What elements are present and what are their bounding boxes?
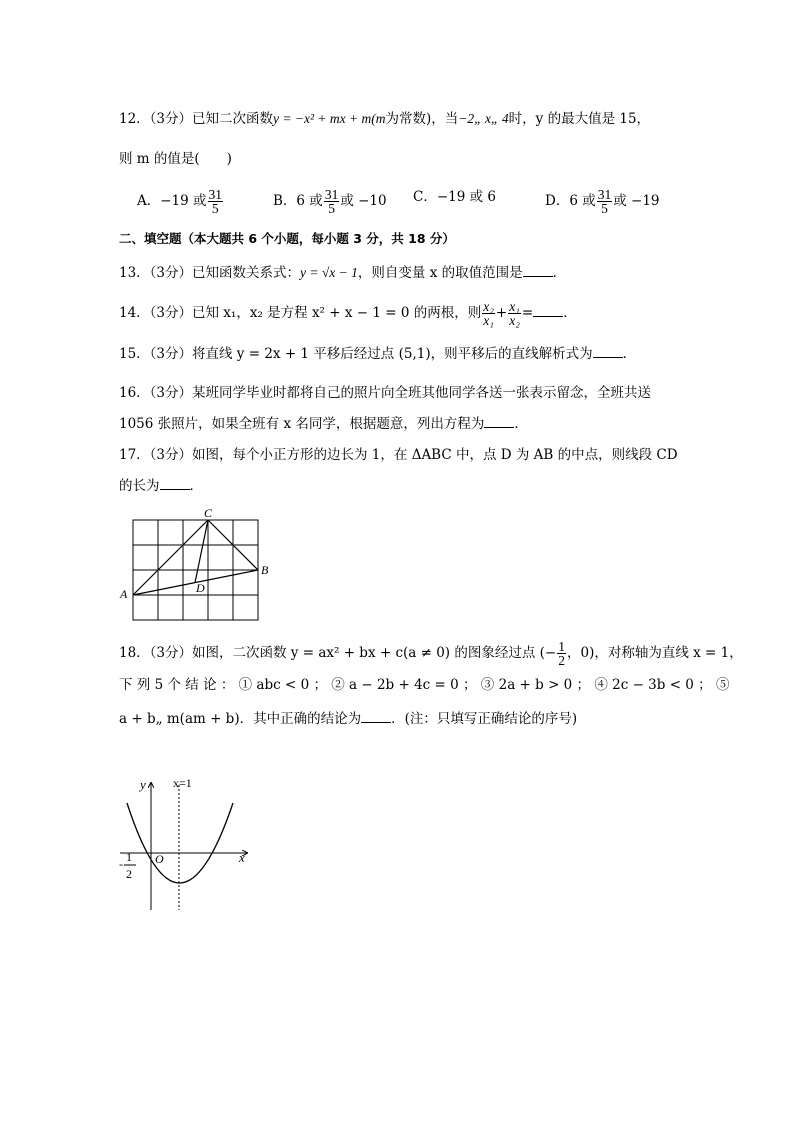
q17-line2: 的长为 ． xyxy=(119,478,203,494)
option-b-after: 或 −10 xyxy=(340,193,387,209)
q18-line3: a + b„ m(am + b)．其中正确的结论为 ．(注：只填写正确结论的序号) xyxy=(119,711,578,727)
q12-suffix: 时，y 的最大值是 15， xyxy=(508,111,651,127)
label-b: B xyxy=(261,563,269,577)
parabola-curve xyxy=(127,803,233,883)
neg-sign: - xyxy=(119,857,123,871)
q12-option-b[interactable] xyxy=(273,188,387,215)
q13-formula: y = √x − 1 xyxy=(300,265,358,280)
q13-blank[interactable] xyxy=(523,264,553,277)
label-d: D xyxy=(196,581,205,595)
q16-line1: 16．（3分）某班同学毕业时都将自己的照片向全班其他同学各送一张表示留念，全班共送 xyxy=(119,385,652,401)
neg-half-num: 1 xyxy=(126,850,132,864)
q12-option-a[interactable] xyxy=(137,188,224,215)
option-a-label: A．−19 或 xyxy=(137,193,207,209)
option-b-label: B．6 或 xyxy=(273,193,323,209)
q14-fraction-2: $\frac{\text{x₁}}{\text{x₂}}$ xyxy=(509,299,520,328)
triangle-grid-figure xyxy=(115,505,285,620)
label-a: A xyxy=(120,587,128,601)
q12-option-d[interactable] xyxy=(545,188,660,215)
q12-mid: 为常数)，当 xyxy=(385,111,459,127)
option-d-label: D．6 或 xyxy=(545,193,596,209)
y-label: y xyxy=(140,777,146,792)
option-d-fraction: $\frac{31}{5}$ xyxy=(597,187,612,216)
parabola-graph xyxy=(115,775,255,915)
q12-line2: 则 m 的值是( ) xyxy=(119,151,232,167)
option-d-after: 或 −19 xyxy=(613,193,660,209)
section-heading: 二、填空题（本大题共 6 个小题，每小题 3 分，共 18 分） xyxy=(119,231,455,246)
option-b-fraction: $\frac{31}{5}$ xyxy=(324,187,339,216)
q14-fraction-1: $\frac{\text{x₂}}{\text{x₁}}$ xyxy=(483,299,494,328)
q14-blank[interactable] xyxy=(533,304,563,317)
q12-line1 xyxy=(119,110,650,128)
q18-fraction: $\frac{1}{2}$ xyxy=(558,639,565,668)
axis-label: x=1 xyxy=(173,776,192,790)
q16-blank[interactable] xyxy=(484,415,514,428)
q16-line2: 1056 张照片，如果全班有 x 名同学，根据题意，列出方程为 ． xyxy=(119,416,528,432)
q13: 13．（3分）已知函数关系式：y = √x − 1，则自变量 x 的取值范围是 ． xyxy=(119,265,567,281)
q17-blank[interactable] xyxy=(160,477,190,490)
q12-prefix: 12．（3分）已知二次函数 xyxy=(119,111,274,127)
option-c-label: C．−19 或 6 xyxy=(413,189,496,205)
q18-blank[interactable] xyxy=(361,710,391,723)
x-label: x xyxy=(239,850,245,865)
q15-blank[interactable] xyxy=(593,345,623,358)
q14: 14．（3分）已知 x₁，x₂ 是方程 x² + x − 1 = 0 的两根，则 $\frac{\text{x₂}}{\text{x₁}}$ + $\frac{\text{x₁}}{\text{x₂}}$ = ． xyxy=(119,299,577,328)
grid xyxy=(133,520,258,620)
q17-line1: 17．（3分）如图，每个小正方形的边长为 1，在 ΔABC 中，点 D 为 AB 的中点，则线段 CD xyxy=(119,447,678,463)
q18-line2: 下 列 5 个 结 论 ： ① abc < 0 ； ② a − 2b + 4c = 0 ； ③ 2a + b > 0 ； ④ 2c − 3b < 0 ； ⑤ xyxy=(119,677,730,693)
option-a-fraction: $\frac{31}{5}$ xyxy=(208,187,223,216)
q18-line1: 18．（3分）如图，二次函数 y = ax² + bx + c(a ≠ 0) 的图象经过点 (− $\frac{1}{2}$ ，0)，对称轴为直线 x = 1， xyxy=(119,639,743,668)
q15: 15．（3分）将直线 y = 2x + 1 平移后经过点 (5,1)，则平移后的直线解析式为 ． xyxy=(119,346,637,362)
origin-label: O xyxy=(155,852,164,866)
q12-formula: y = −x² + mx + m(m xyxy=(273,111,386,126)
q12-option-c[interactable] xyxy=(413,188,496,206)
label-c: C xyxy=(204,506,213,520)
q12-range: −2„ x„ 4 xyxy=(458,111,509,126)
neg-half-den: 2 xyxy=(126,867,132,881)
